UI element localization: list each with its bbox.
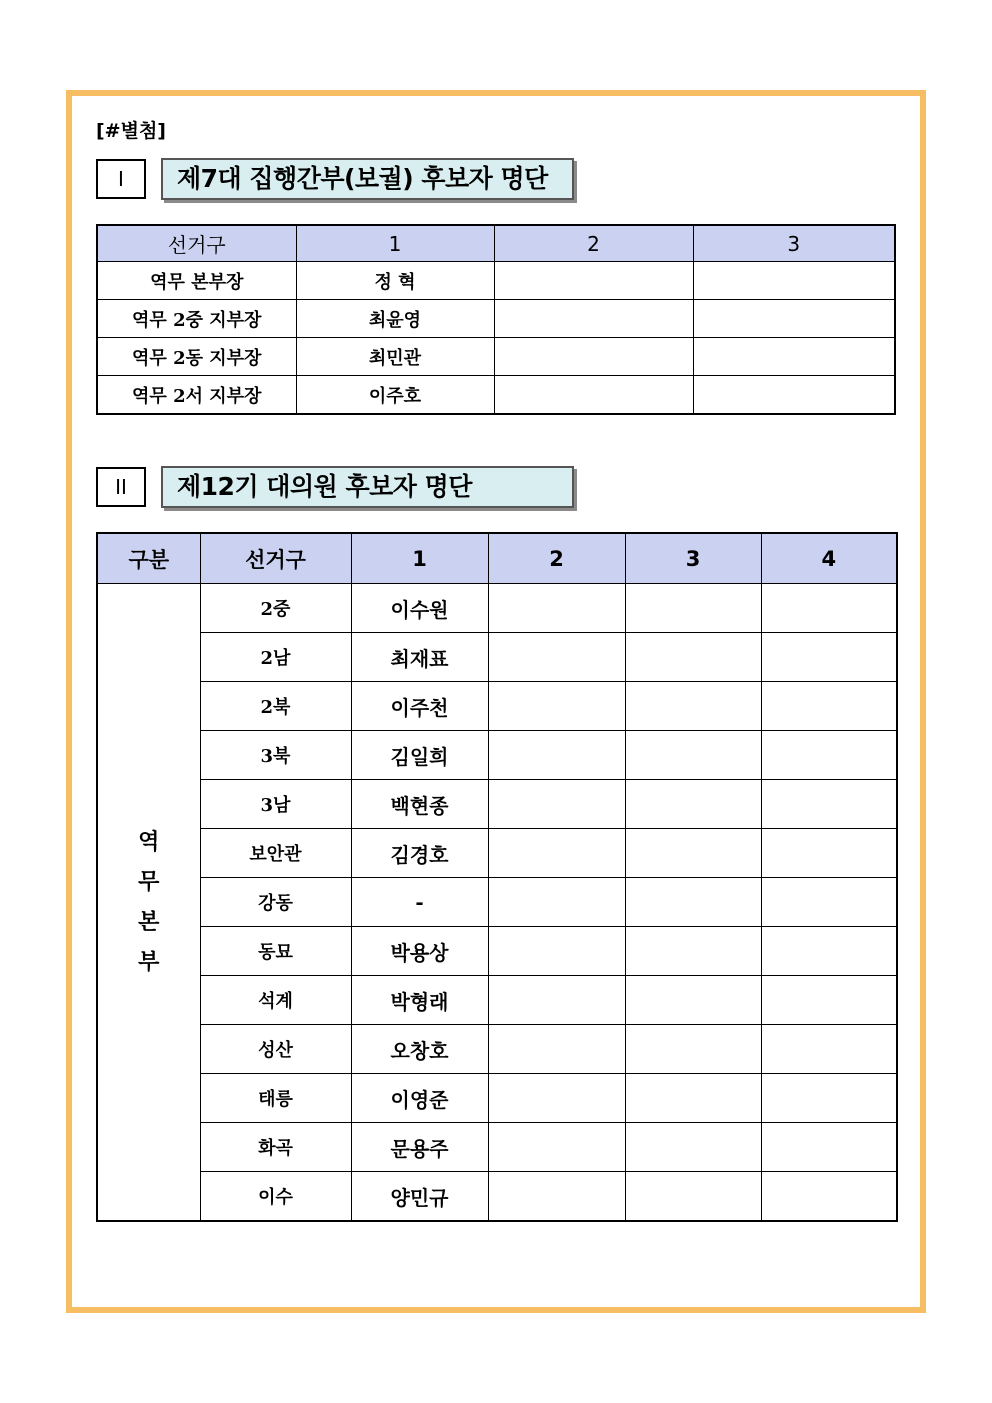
candidate-3-cell <box>693 262 895 300</box>
candidate-1-cell: 백현종 <box>351 780 488 829</box>
candidate-3-cell <box>625 731 761 780</box>
candidate-1-cell: 최윤영 <box>296 300 494 338</box>
candidate-4-cell <box>761 633 897 682</box>
candidate-1-cell: 박용상 <box>351 927 488 976</box>
section1-title: 제7대 집행간부(보궐) 후보자 명단 <box>161 158 574 200</box>
table-row <box>97 633 897 682</box>
candidate-4-cell <box>761 878 897 927</box>
table-row <box>97 1172 897 1222</box>
candidate-4-cell <box>761 976 897 1025</box>
candidate-4-cell <box>761 927 897 976</box>
candidate-3-cell <box>625 1074 761 1123</box>
table-row <box>97 584 897 633</box>
district-cell: 역무 2동 지부장 <box>97 338 296 376</box>
table-row <box>97 262 895 300</box>
district-cell: 2중 <box>200 584 351 633</box>
table-row <box>97 1025 897 1074</box>
candidate-3-cell <box>693 338 895 376</box>
candidate-2-cell <box>494 338 693 376</box>
attachment-label: [#별첨] <box>96 120 166 142</box>
district-cell: 석계 <box>200 976 351 1025</box>
category-char: 본 <box>138 909 160 935</box>
candidate-2-cell <box>488 927 625 976</box>
category-char: 무 <box>138 869 160 895</box>
category-char: 역 <box>138 829 160 855</box>
candidate-3-cell <box>625 976 761 1025</box>
table-row <box>97 682 897 731</box>
district-cell: 2북 <box>200 682 351 731</box>
header-category: 구분 <box>97 533 200 584</box>
candidate-4-cell <box>761 1123 897 1172</box>
candidate-1-cell: 이영준 <box>351 1074 488 1123</box>
candidate-1-cell: 김일희 <box>351 731 488 780</box>
candidate-4-cell <box>761 1074 897 1123</box>
candidate-1-cell: - <box>351 878 488 927</box>
candidate-1-cell: 이주천 <box>351 682 488 731</box>
table-row <box>97 731 897 780</box>
candidate-3-cell <box>625 1025 761 1074</box>
candidate-3-cell <box>625 1172 761 1222</box>
candidate-3-cell <box>625 780 761 829</box>
candidate-1-cell: 김경호 <box>351 829 488 878</box>
table-row <box>97 1123 897 1172</box>
header-candidate-2: 2 <box>488 533 625 584</box>
candidate-2-cell <box>488 1074 625 1123</box>
candidate-2-cell <box>488 682 625 731</box>
header-candidate-1: 1 <box>296 225 494 262</box>
table-row <box>97 376 895 415</box>
table-row <box>97 878 897 927</box>
section1-numeral-box: I <box>96 159 146 199</box>
table-header-row <box>97 533 897 584</box>
candidate-2-cell <box>494 262 693 300</box>
category-cell <box>97 584 200 1222</box>
category-char: 부 <box>138 949 160 975</box>
district-cell: 3북 <box>200 731 351 780</box>
candidate-3-cell <box>625 927 761 976</box>
candidate-2-cell <box>488 976 625 1025</box>
section2-title: 제12기 대의원 후보자 명단 <box>161 466 574 508</box>
candidate-3-cell <box>693 300 895 338</box>
candidate-3-cell <box>625 829 761 878</box>
candidate-1-cell: 박형래 <box>351 976 488 1025</box>
table-row <box>97 780 897 829</box>
candidate-1-cell: 최재표 <box>351 633 488 682</box>
district-cell: 강동 <box>200 878 351 927</box>
candidate-2-cell <box>488 1172 625 1222</box>
delegate-candidates-table <box>96 532 898 1222</box>
section2-numeral-box: II <box>96 467 146 507</box>
executive-candidates-table <box>96 224 896 415</box>
header-district: 선거구 <box>200 533 351 584</box>
header-candidate-4: 4 <box>761 533 897 584</box>
candidate-2-cell <box>488 780 625 829</box>
table-row <box>97 300 895 338</box>
district-cell: 이수 <box>200 1172 351 1222</box>
district-cell: 역무 본부장 <box>97 262 296 300</box>
table-header-row <box>97 225 895 262</box>
candidate-4-cell <box>761 1172 897 1222</box>
table-row <box>97 338 895 376</box>
candidate-3-cell <box>625 682 761 731</box>
table-row <box>97 1074 897 1123</box>
header-district: 선거구 <box>97 225 296 262</box>
candidate-3-cell <box>625 1123 761 1172</box>
candidate-1-cell: 양민규 <box>351 1172 488 1222</box>
candidate-1-cell: 이주호 <box>296 376 494 415</box>
district-cell: 3남 <box>200 780 351 829</box>
candidate-2-cell <box>488 633 625 682</box>
candidate-2-cell <box>494 300 693 338</box>
header-candidate-3: 3 <box>625 533 761 584</box>
candidate-2-cell <box>488 731 625 780</box>
candidate-4-cell <box>761 829 897 878</box>
candidate-2-cell <box>488 1025 625 1074</box>
header-candidate-1: 1 <box>351 533 488 584</box>
candidate-3-cell <box>625 584 761 633</box>
candidate-1-cell: 최민관 <box>296 338 494 376</box>
district-cell: 역무 2중 지부장 <box>97 300 296 338</box>
candidate-3-cell <box>625 878 761 927</box>
candidate-2-cell <box>494 376 693 415</box>
header-candidate-2: 2 <box>494 225 693 262</box>
candidate-3-cell <box>693 376 895 415</box>
district-cell: 2남 <box>200 633 351 682</box>
candidate-1-cell: 이수원 <box>351 584 488 633</box>
candidate-2-cell <box>488 584 625 633</box>
candidate-4-cell <box>761 682 897 731</box>
candidate-2-cell <box>488 1123 625 1172</box>
district-cell: 동묘 <box>200 927 351 976</box>
table-row <box>97 976 897 1025</box>
table-row <box>97 927 897 976</box>
candidate-2-cell <box>488 878 625 927</box>
district-cell: 화곡 <box>200 1123 351 1172</box>
candidate-1-cell: 문용주 <box>351 1123 488 1172</box>
district-cell: 역무 2서 지부장 <box>97 376 296 415</box>
candidate-1-cell: 정 혁 <box>296 262 494 300</box>
district-cell: 보안관 <box>200 829 351 878</box>
candidate-4-cell <box>761 731 897 780</box>
district-cell: 성산 <box>200 1025 351 1074</box>
candidate-4-cell <box>761 780 897 829</box>
header-candidate-3: 3 <box>693 225 895 262</box>
district-cell: 태릉 <box>200 1074 351 1123</box>
table-row <box>97 829 897 878</box>
candidate-4-cell <box>761 1025 897 1074</box>
candidate-2-cell <box>488 829 625 878</box>
candidate-3-cell <box>625 633 761 682</box>
candidate-1-cell: 오창호 <box>351 1025 488 1074</box>
candidate-4-cell <box>761 584 897 633</box>
